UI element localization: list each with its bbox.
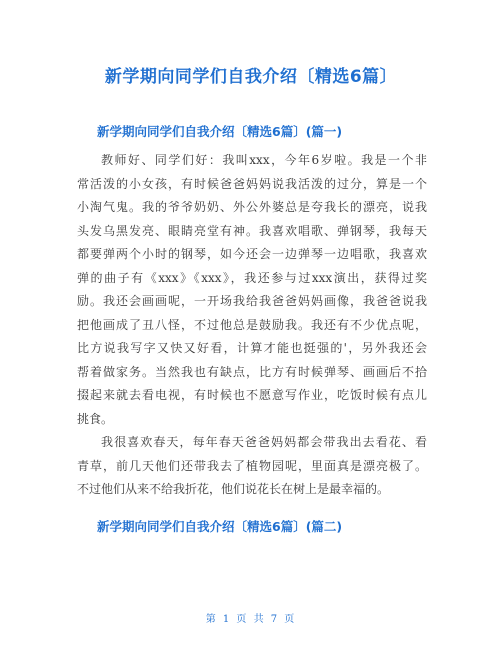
- paragraph-line: 小淘气鬼。我的爷爷奶奶、外公外婆总是夸我长的漂亮，说我: [77, 200, 427, 214]
- paragraph-2: [77, 431, 427, 502]
- document-title: 新学期向同学们自我介绍〔精选6篇〕: [104, 67, 398, 87]
- section-heading-2: 新学期向同学们自我介绍〔精选6篇〕(篇二): [97, 519, 343, 534]
- paragraph-1: [77, 149, 427, 431]
- paragraph-line: 教师好、同学们好：我叫xxx，今年6岁啦。我是一个非: [101, 153, 427, 167]
- page-footer: 第 1 页 共 7 页: [205, 614, 297, 625]
- paragraph-line: 我很喜欢春天，每年春天爸爸妈妈都会带我出去看花、看: [101, 435, 427, 449]
- paragraph-line: 帮着做家务。当然我也有缺点，比方有时候弹琴、画画后不拾: [77, 364, 427, 379]
- paragraph-line: 掇起来就去看电视，有时候也不愿意写作业，吃饭时候有点儿: [77, 388, 427, 402]
- paragraph-line: 挑食。: [77, 411, 114, 426]
- section-heading-1: 新学期向同学们自我介绍〔精选6篇〕(篇一): [97, 124, 343, 139]
- paragraph-line: 常活泼的小女孩，有时候爸爸妈妈说我活泼的过分，算是一个: [77, 176, 427, 191]
- paragraph-line: 都要弹两个小时的钢琴，如今还会一边弹琴一边唱歌，我喜欢: [77, 247, 427, 261]
- paragraph-line: 比方说我写字又快又好看，计算才能也挺强的'，另外我还会: [77, 341, 427, 355]
- paragraph-line: 励。我还会画画呢，一开场我给我爸爸妈妈画像，我爸爸说我: [77, 294, 427, 308]
- paragraph-line: 头发乌黑发亮、眼睛亮堂有神。我喜欢唱歌、弹钢琴，我每天: [77, 223, 427, 238]
- paragraph-line: 弹的曲子有《xxx》《xxx》，我还参与过xxx演出，获得过奖: [77, 270, 427, 285]
- paragraph-line: 把他画成了丑八怪，不过他总是鼓励我。我还有不少优点呢，: [77, 317, 427, 332]
- paragraph-line: 不过他们从来不给我折花，他们说花长在树上是最幸福的。: [77, 482, 390, 496]
- paragraph-line: 青草，前几天他们还带我去了植物园呢，里面真是漂亮极了。: [77, 458, 427, 473]
